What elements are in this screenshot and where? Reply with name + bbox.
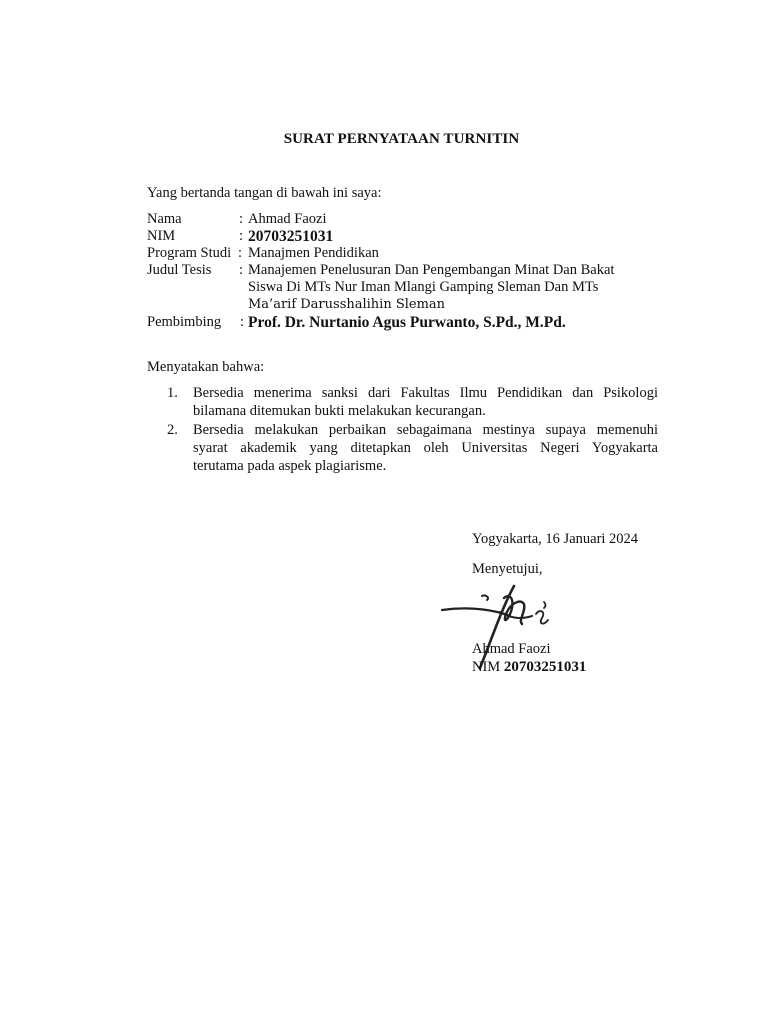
list-item-line: Bersedia melakukan perbaikan sebagaimana mestinya supaya memenuhi <box>193 422 658 438</box>
field-program-value: Manajmen Pendidikan <box>248 245 379 261</box>
field-thesis-colon: : <box>239 262 244 278</box>
field-name-colon: : <box>239 211 244 227</box>
document-title: SURAT PERNYATAAN TURNITIN <box>283 131 520 147</box>
list-item <box>167 421 658 475</box>
signer-name: Ahmad Faozi <box>472 641 551 657</box>
list-item-line: Bersedia menerima sanksi dari Fakultas Ilmu Pendidikan dan Psikologi <box>193 385 658 401</box>
field-program-label: Program Studi <box>147 245 232 261</box>
field-name-label: Nama <box>147 211 182 227</box>
place-date: Yogyakarta, 16 Januari 2024 <box>472 531 639 547</box>
thesis-line-2: Siswa Di MTs Nur Iman Mlangi Gamping Sleman Dan MTs <box>248 279 599 295</box>
approval-text: Menyetujui, <box>472 561 543 577</box>
list-item-number: 1. <box>167 385 178 401</box>
thesis-line-3: Ma’arif Darusshalihin Sleman <box>248 297 446 312</box>
field-supervisor-label: Pembimbing <box>147 314 222 330</box>
field-supervisor-value: Prof. Dr. Nurtanio Agus Purwanto, S.Pd., M.Pd. <box>248 314 566 331</box>
signer-nim-value: 20703251031 <box>503 659 587 675</box>
field-name-value: Ahmad Faozi <box>248 211 327 227</box>
field-thesis-label: Judul Tesis <box>147 262 212 278</box>
signer-nim <box>472 659 586 676</box>
list-item-line: bilamana ditemukan bukti melakukan kecurangan. <box>193 403 486 419</box>
field-nim-value: 20703251031 <box>248 228 334 245</box>
field-program-colon: : <box>238 245 243 261</box>
field-supervisor-colon: : <box>240 314 245 330</box>
statement-list <box>167 384 658 476</box>
list-item-number: 2. <box>167 422 178 438</box>
list-item <box>167 384 658 420</box>
field-nim-colon: : <box>239 228 244 244</box>
field-nim-label: NIM <box>147 228 176 244</box>
thesis-line-1: Manajemen Penelusuran Dan Pengembangan Minat Dan Bakat <box>248 262 615 278</box>
list-item-line: syarat akademik yang ditetapkan oleh Universitas Negeri Yogyakarta <box>193 440 658 456</box>
signer-nim-label: NIM <box>472 659 501 675</box>
intro-text: Yang bertanda tangan di bawah ini saya: <box>147 185 382 201</box>
list-item-line: terutama pada aspek plagiarisme. <box>193 458 387 474</box>
statement-heading: Menyatakan bahwa: <box>147 359 265 375</box>
